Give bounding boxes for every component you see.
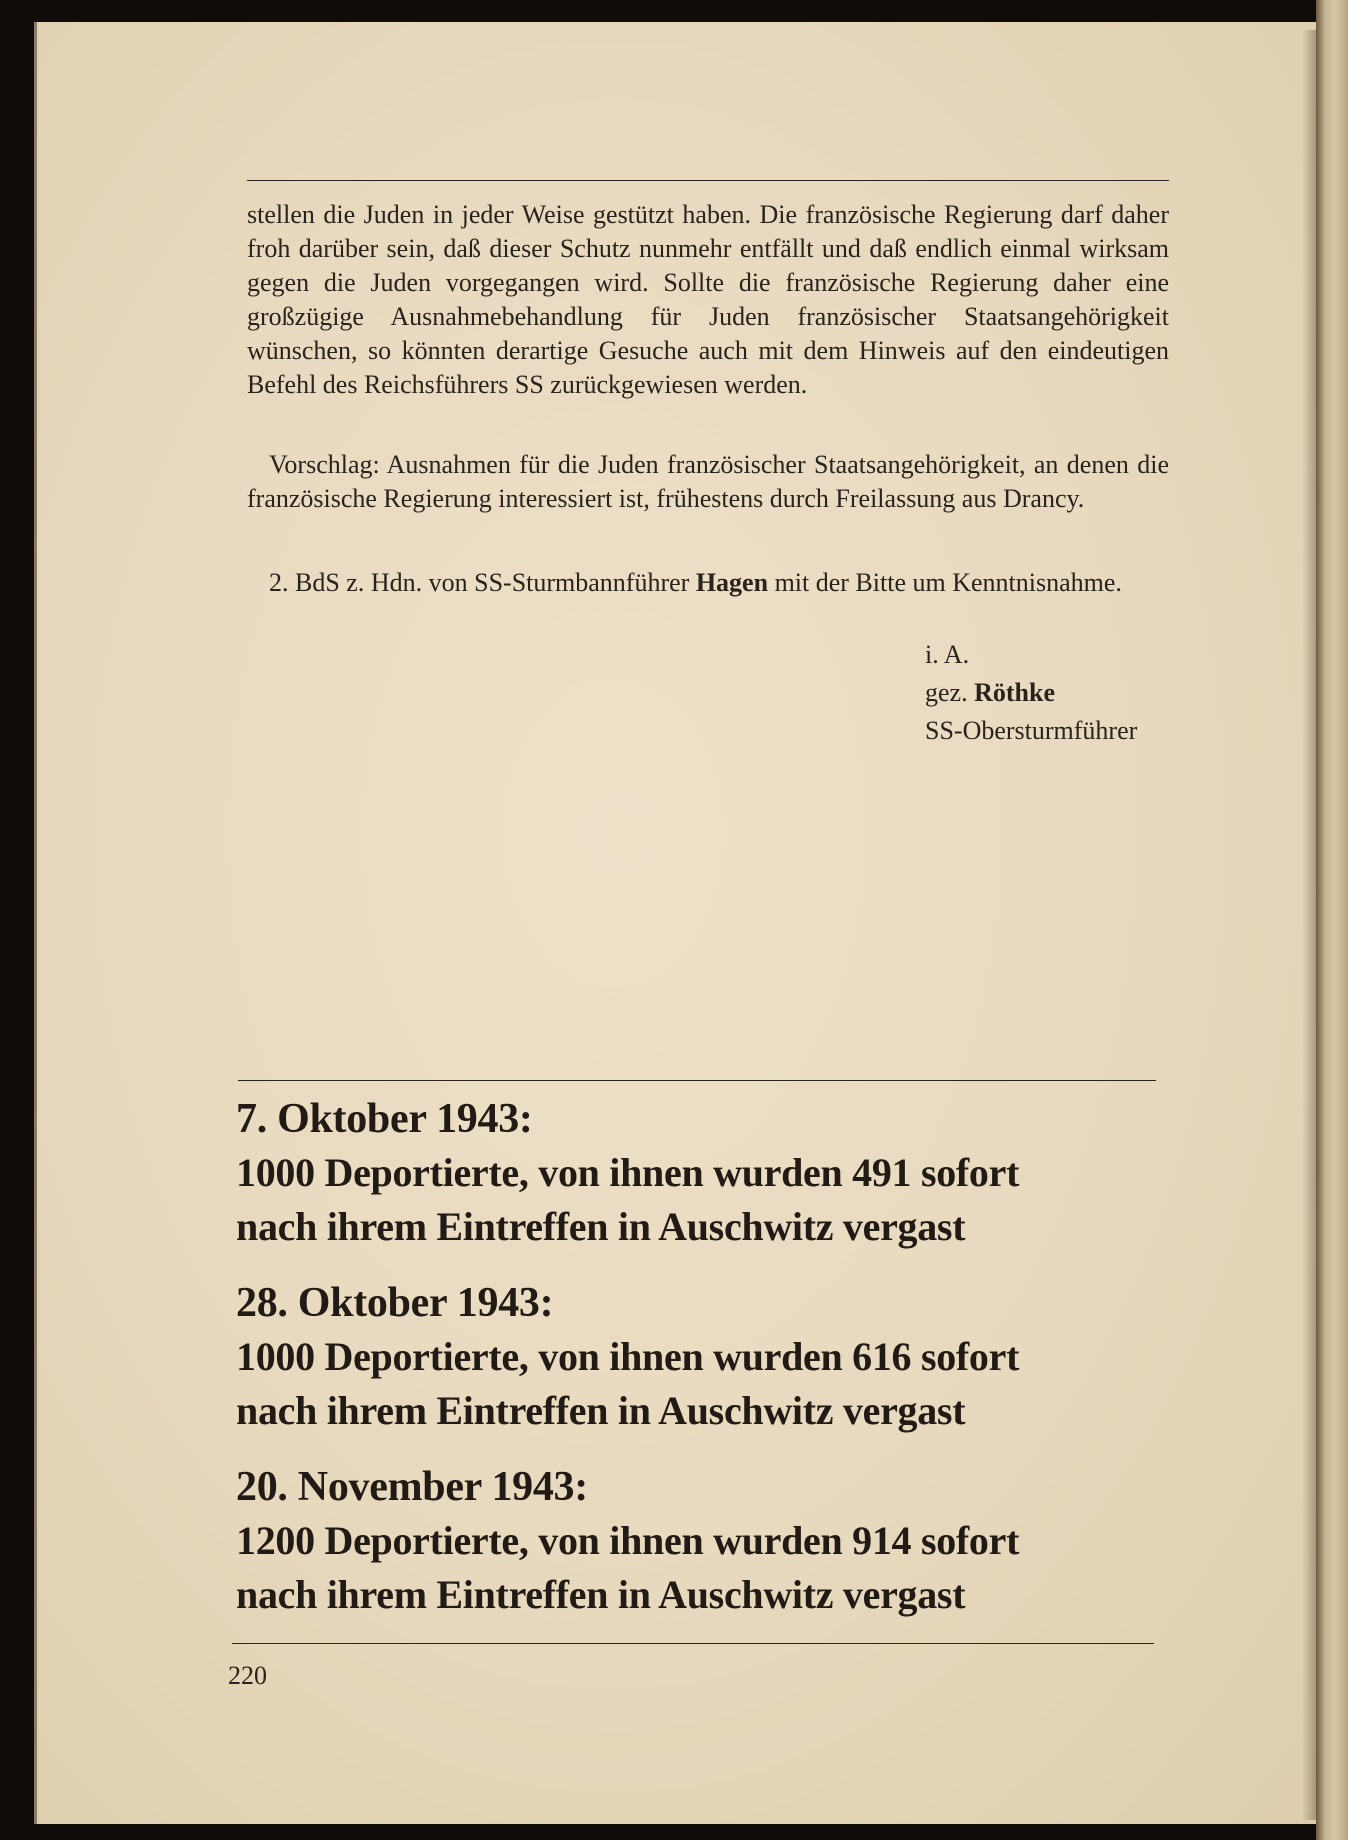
transport-line: 1000 Deportierte, von ihnen wurden 491 sofort [236, 1150, 1020, 1195]
signature-line-ia: i. A. [925, 640, 970, 669]
item2-text-before: 2. BdS z. Hdn. von SS-Sturmbannführer [269, 568, 696, 597]
transport-block-2 [236, 1276, 1019, 1438]
headline-top-rule [238, 1080, 1156, 1081]
page-gutter-shadow [1302, 30, 1316, 1820]
transport-date: 28. Oktober 1943: [236, 1280, 554, 1326]
transport-date: 20. November 1943: [236, 1464, 588, 1510]
bottom-rule [232, 1643, 1154, 1644]
item2-name: Hagen [695, 568, 769, 597]
transport-block-3 [236, 1460, 1019, 1622]
transport-date: 7. Oktober 1943: [236, 1096, 533, 1142]
signature-name: Röthke [974, 678, 1055, 707]
signature-rank: SS-Obersturmführer [925, 716, 1138, 745]
transport-line: nach ihrem Eintreffen in Auschwitz vergast [236, 1204, 966, 1249]
body-paragraph-2: Vorschlag: Ausnahmen für die Juden französischer Staatsangehörigkeit, an denen die französische Regierung interessiert ist, frühestens durch Freilassung aus Drancy. [247, 450, 1169, 513]
body-paragraph-1: stellen die Juden in jeder Weise gestützt haben. Die französische Regierung darf daher froh darüber sein, daß dieser Schutz nunmehr entfällt und daß endlich einmal wirksam gegen die Juden vorgegangen wird. Sollte die französische Regierung daher eine großzügige Ausnahmebehandlung für Juden französischer Staatsangehörigkeit wünschen, so könnten derartige Gesuche auch mit dem Hinweis auf den eindeutigen Befehl des Reichsführers SS zurückgewiesen werden. [247, 200, 1169, 399]
transport-line: nach ihrem Eintreffen in Auschwitz vergast [236, 1388, 966, 1433]
transport-line: 1200 Deportierte, von ihnen wurden 914 sofort [236, 1518, 1020, 1563]
item2-text-after: mit der Bitte um Kenntnisnahme. [768, 568, 1122, 597]
transport-line: 1000 Deportierte, von ihnen wurden 616 sofort [236, 1334, 1020, 1379]
adjacent-page-edge [1316, 0, 1348, 1840]
top-rule [247, 180, 1169, 181]
transport-line: nach ihrem Eintreffen in Auschwitz vergast [236, 1572, 966, 1617]
signature-prefix: gez. [925, 678, 975, 707]
transport-block-1 [236, 1092, 1019, 1254]
signature-line-name [925, 674, 1137, 712]
signature-block [925, 636, 1137, 750]
body-paragraph-3 [247, 566, 1169, 600]
page-number: 220 [228, 1661, 267, 1690]
